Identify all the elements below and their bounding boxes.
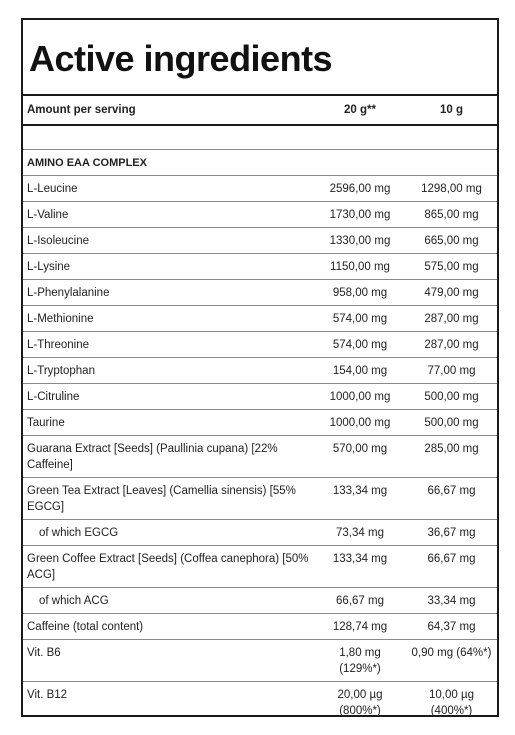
table-row (23, 478, 497, 520)
ingredient-name: L-Citruline (23, 384, 314, 410)
amount-20g: 66,67 mg (314, 588, 406, 614)
amount-10g: 287,00 mg (406, 332, 497, 358)
amount-10g: 64,37 mg (406, 614, 497, 640)
table-row (23, 202, 497, 228)
spacer-row (23, 125, 497, 150)
ingredient-name: L-Tryptophan (23, 358, 314, 384)
ingredient-name: Taurine (23, 410, 314, 436)
amount-20g: 570,00 mg (314, 436, 406, 478)
amount-10g: 36,67 mg (406, 520, 497, 546)
table-row (23, 614, 497, 640)
amount-10g: 500,00 mg (406, 384, 497, 410)
ingredient-name: Vit. B6 (23, 640, 314, 682)
amount-20g: 1,80 mg (129%*) (314, 640, 406, 682)
header-label: Amount per serving (23, 96, 314, 125)
amount-10g: 33,34 mg (406, 588, 497, 614)
amount-20g: 958,00 mg (314, 280, 406, 306)
table-row (23, 332, 497, 358)
amount-20g: 133,34 mg (314, 546, 406, 588)
table-row (23, 640, 497, 682)
header-col-10g: 10 g (406, 96, 497, 125)
table-row (23, 546, 497, 588)
amount-10g: 285,00 mg (406, 436, 497, 478)
section-title: AMINO EAA COMPLEX (23, 150, 497, 176)
amount-20g: 574,00 mg (314, 306, 406, 332)
table-row (23, 436, 497, 478)
amount-20g: 1000,00 mg (314, 384, 406, 410)
amount-10g: 665,00 mg (406, 228, 497, 254)
ingredient-name: L-Threonine (23, 332, 314, 358)
amount-10g: 77,00 mg (406, 358, 497, 384)
ingredient-name: Guarana Extract [Seeds] (Paullinia cupana) [22% Caffeine] (23, 436, 314, 478)
ingredient-name: of which ACG (23, 588, 314, 614)
table-row (23, 358, 497, 384)
table-row (23, 254, 497, 280)
ingredient-name: Vit. B12 (27, 689, 68, 701)
amount-10g: 500,00 mg (406, 410, 497, 436)
section-row (23, 150, 497, 176)
ingredient-name: L-Lysine (23, 254, 314, 280)
amount-20g: 2596,00 mg (314, 176, 406, 202)
amount-20g: 1330,00 mg (314, 228, 406, 254)
ingredient-name: L-Isoleucine (23, 228, 314, 254)
ingredient-name: Green Coffee Extract [Seeds] (Coffea canephora) [50% ACG] (23, 546, 314, 588)
ingredients-table (23, 96, 497, 723)
amount-10g: 66,67 mg (406, 546, 497, 588)
amount-20g: 574,00 mg (314, 332, 406, 358)
ingredient-name: L-Valine (23, 202, 314, 228)
amount-10g: 479,00 mg (406, 280, 497, 306)
ingredient-name: Green Tea Extract [Leaves] (Camellia sinensis) [55% EGCG] (23, 478, 314, 520)
ingredient-name: L-Methionine (23, 306, 314, 332)
page-title: Active ingredients (23, 20, 497, 96)
table-row (23, 176, 497, 202)
amount-20g: 20,00 µg (800%*) (337, 689, 383, 717)
amount-10g: 575,00 mg (406, 254, 497, 280)
amount-10g: 1298,00 mg (406, 176, 497, 202)
table-row (23, 588, 497, 614)
table-row (23, 280, 497, 306)
ingredient-name: Caffeine (total content) (23, 614, 314, 640)
amount-20g: 1730,00 mg (314, 202, 406, 228)
table-row (23, 384, 497, 410)
ingredient-name: L-Leucine (23, 176, 314, 202)
amount-10g: 66,67 mg (406, 478, 497, 520)
amount-20g: 73,34 mg (314, 520, 406, 546)
amount-10g: 865,00 mg (406, 202, 497, 228)
amount-20g: 128,74 mg (314, 614, 406, 640)
table-row (23, 682, 497, 724)
table-row (23, 228, 497, 254)
amount-20g: 133,34 mg (314, 478, 406, 520)
header-col-20g: 20 g** (314, 96, 406, 125)
amount-10g: 0,90 mg (64%*) (406, 640, 497, 682)
table-row (23, 306, 497, 332)
ingredients-panel (21, 18, 499, 717)
ingredient-name: L-Phenylalanine (23, 280, 314, 306)
amount-10g: 10,00 µg (400%*) (429, 689, 474, 717)
table-row (23, 410, 497, 436)
amount-20g: 154,00 mg (314, 358, 406, 384)
amount-20g: 1000,00 mg (314, 410, 406, 436)
table-row (23, 520, 497, 546)
table-header-row (23, 96, 497, 125)
amount-20g: 1150,00 mg (314, 254, 406, 280)
ingredient-name: of which EGCG (23, 520, 314, 546)
amount-10g: 287,00 mg (406, 306, 497, 332)
